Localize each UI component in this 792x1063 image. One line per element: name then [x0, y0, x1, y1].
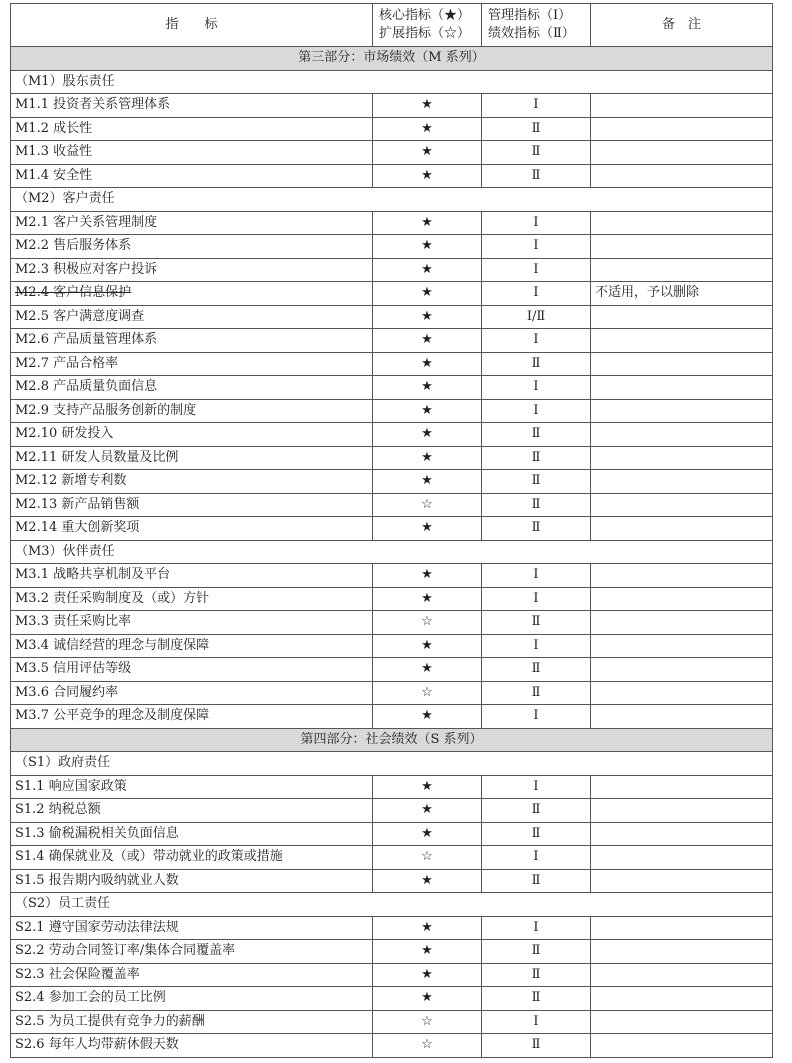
indicator-name-cell [11, 822, 373, 846]
section-title: （M2）客户责任 [11, 188, 773, 212]
core-indicator-mark: ★ [373, 211, 482, 235]
indicator-name-cell [11, 141, 373, 165]
remark-cell [591, 681, 773, 705]
indicator-name-cell [11, 235, 373, 259]
indicator-type: Ⅱ [482, 117, 591, 141]
section-header-row [11, 540, 773, 564]
indicator-type: Ⅱ [482, 446, 591, 470]
core-indicator-mark: ★ [373, 117, 482, 141]
indicator-type: Ⅰ [482, 775, 591, 799]
table-row [11, 282, 773, 306]
core-indicator-mark: ★ [373, 775, 482, 799]
table-row [11, 352, 773, 376]
table-row [11, 799, 773, 823]
table-row [11, 916, 773, 940]
indicator-name-cell [11, 305, 373, 329]
remark-cell [591, 352, 773, 376]
indicator-type: Ⅱ [482, 681, 591, 705]
indicator-name-cell [11, 94, 373, 118]
core-indicator-mark: ★ [373, 352, 482, 376]
indicator-type: Ⅱ [482, 987, 591, 1011]
core-indicator-mark: ★ [373, 987, 482, 1011]
table-row [11, 1010, 773, 1034]
table-row [11, 846, 773, 870]
indicator-name: M2.6 产品质量管理体系 [15, 332, 158, 348]
remark-cell [591, 94, 773, 118]
core-indicator-mark: ★ [373, 940, 482, 964]
part-title: 第三部分：市场绩效（M 系列） [11, 47, 773, 71]
table-row [11, 141, 773, 165]
core-indicator-mark: ★ [373, 141, 482, 165]
table-row [11, 940, 773, 964]
indicator-name: M2.12 新增专利数 [15, 473, 127, 489]
table-row [11, 493, 773, 517]
core-indicator-mark: ★ [373, 564, 482, 588]
indicator-name-cell [11, 517, 373, 541]
table-row [11, 705, 773, 729]
table-row [11, 517, 773, 541]
indicator-name-cell [11, 282, 373, 306]
indicator-name: M2.9 支持产品服务创新的制度 [15, 402, 197, 418]
indicator-type: Ⅱ [482, 493, 591, 517]
indicator-type: Ⅰ [482, 634, 591, 658]
remark-cell [591, 258, 773, 282]
indicator-name: M2.7 产品合格率 [15, 355, 119, 371]
indicator-name: M3.3 责任采购比率 [15, 614, 132, 630]
indicator-type: Ⅱ [482, 352, 591, 376]
indicator-name: S2.4 参加工会的员工比例 [15, 990, 166, 1006]
header-core-line1: 核心指标（★） [379, 8, 471, 23]
core-indicator-mark: ★ [373, 869, 482, 893]
indicator-name: M2.10 研发投入 [15, 426, 114, 442]
table-row [11, 775, 773, 799]
indicator-type: Ⅰ [482, 376, 591, 400]
indicator-name: M1.2 成长性 [15, 120, 93, 136]
core-indicator-mark: ☆ [373, 1034, 482, 1058]
indicator-name-cell [11, 940, 373, 964]
header-indicator: 指 标 [11, 4, 373, 47]
remark-cell [591, 705, 773, 729]
remark-cell [591, 211, 773, 235]
table-header-row [11, 4, 773, 47]
core-indicator-mark: ★ [373, 799, 482, 823]
indicator-type: Ⅰ [482, 846, 591, 870]
table-row [11, 423, 773, 447]
table-row [11, 611, 773, 635]
indicator-type: Ⅱ [482, 611, 591, 635]
table-row [11, 235, 773, 259]
remark-cell [591, 376, 773, 400]
remark-cell [591, 775, 773, 799]
indicator-name-cell [11, 869, 373, 893]
core-indicator-mark: ★ [373, 235, 482, 259]
remark-cell [591, 329, 773, 353]
table-row [11, 987, 773, 1011]
indicator-name: S2.1 遵守国家劳动法律法规 [15, 919, 179, 935]
section-header-row [11, 70, 773, 94]
remark-cell [591, 846, 773, 870]
indicator-name-cell [11, 987, 373, 1011]
indicator-name-cell [11, 799, 373, 823]
indicator-type: Ⅱ [482, 470, 591, 494]
indicator-type: Ⅱ [482, 164, 591, 188]
core-indicator-mark: ★ [373, 164, 482, 188]
indicator-name-cell [11, 211, 373, 235]
indicator-name: M2.2 售后服务体系 [15, 238, 132, 254]
remark-cell [591, 1010, 773, 1034]
indicator-name: M2.3 积极应对客户投诉 [15, 261, 158, 277]
table-row [11, 117, 773, 141]
indicator-name-cell [11, 376, 373, 400]
core-indicator-mark: ★ [373, 94, 482, 118]
indicator-type: Ⅰ [482, 211, 591, 235]
header-remark: 备 注 [591, 4, 773, 47]
indicator-table-page [10, 3, 772, 1058]
table-row [11, 376, 773, 400]
indicator-name-cell [11, 658, 373, 682]
section-header-row [11, 893, 773, 917]
table-row [11, 211, 773, 235]
indicator-table [10, 3, 773, 1058]
remark-cell [591, 470, 773, 494]
indicator-name-cell [11, 587, 373, 611]
remark-cell [591, 517, 773, 541]
indicator-name-cell [11, 775, 373, 799]
remark-cell [591, 916, 773, 940]
remark-cell [591, 799, 773, 823]
header-mgmt-line1: 管理指标（Ⅰ） [488, 8, 572, 23]
section-header-row [11, 188, 773, 212]
section-title: （M3）伙伴责任 [11, 540, 773, 564]
indicator-type: Ⅱ [482, 1034, 591, 1058]
table-row [11, 258, 773, 282]
indicator-name: S1.3 偷税漏税相关负面信息 [15, 825, 179, 841]
indicator-name: S1.2 纳税总额 [15, 802, 101, 818]
remark-cell [591, 564, 773, 588]
remark-cell [591, 141, 773, 165]
indicator-type: Ⅰ [482, 705, 591, 729]
indicator-name: M2.11 研发人员数量及比例 [15, 449, 179, 465]
table-row [11, 963, 773, 987]
indicator-name-cell [11, 916, 373, 940]
indicator-name-cell [11, 611, 373, 635]
indicator-type: Ⅰ [482, 94, 591, 118]
indicator-name: S2.5 为员工提供有竞争力的薪酬 [15, 1013, 205, 1029]
table-row [11, 329, 773, 353]
indicator-name-cell [11, 705, 373, 729]
core-indicator-mark: ★ [373, 658, 482, 682]
indicator-name: S2.3 社会保险覆盖率 [15, 966, 140, 982]
indicator-name-cell [11, 164, 373, 188]
table-row [11, 634, 773, 658]
table-row [11, 94, 773, 118]
core-indicator-mark: ★ [373, 446, 482, 470]
indicator-name-cell [11, 329, 373, 353]
remark-cell [591, 611, 773, 635]
table-row [11, 446, 773, 470]
table-row [11, 305, 773, 329]
indicator-name: S1.4 确保就业及（或）带动就业的政策或措施 [15, 849, 283, 865]
remark-cell [591, 423, 773, 447]
indicator-name-cell [11, 564, 373, 588]
remark-cell [591, 446, 773, 470]
indicator-name: S2.2 劳动合同签订率/集体合同覆盖率 [15, 943, 236, 959]
indicator-type: Ⅰ/Ⅱ [482, 305, 591, 329]
indicator-type: Ⅰ [482, 916, 591, 940]
indicator-name: M2.1 客户关系管理制度 [15, 214, 158, 230]
remark-cell [591, 658, 773, 682]
core-indicator-mark: ☆ [373, 611, 482, 635]
indicator-type: Ⅱ [482, 799, 591, 823]
indicator-type: Ⅱ [482, 141, 591, 165]
table-row [11, 869, 773, 893]
indicator-name: M3.7 公平竞争的理念及制度保障 [15, 708, 210, 724]
indicator-name-cell [11, 399, 373, 423]
header-core-line2: 扩展指标（☆） [379, 26, 471, 41]
core-indicator-mark: ☆ [373, 681, 482, 705]
indicator-name-cell [11, 470, 373, 494]
core-indicator-mark: ★ [373, 282, 482, 306]
part-header-row [11, 47, 773, 71]
indicator-type: Ⅱ [482, 940, 591, 964]
indicator-type: Ⅱ [482, 658, 591, 682]
core-indicator-mark: ★ [373, 470, 482, 494]
section-header-row [11, 752, 773, 776]
indicator-name-cell [11, 963, 373, 987]
table-body [11, 47, 773, 1058]
part-header-row [11, 728, 773, 752]
table-row [11, 164, 773, 188]
core-indicator-mark: ☆ [373, 493, 482, 517]
indicator-type: Ⅰ [482, 399, 591, 423]
indicator-type: Ⅱ [482, 869, 591, 893]
indicator-name: M2.13 新产品销售额 [15, 496, 140, 512]
indicator-name: M2.5 客户满意度调查 [15, 308, 145, 324]
remark-cell [591, 164, 773, 188]
core-indicator-mark: ☆ [373, 1010, 482, 1034]
indicator-name: M1.1 投资者关系管理体系 [15, 97, 171, 113]
indicator-name-cell [11, 258, 373, 282]
remark-cell [591, 235, 773, 259]
core-indicator-mark: ★ [373, 634, 482, 658]
indicator-name: M1.4 安全性 [15, 167, 93, 183]
indicator-name-cell [11, 352, 373, 376]
table-row [11, 1034, 773, 1058]
core-indicator-mark: ★ [373, 822, 482, 846]
table-row [11, 587, 773, 611]
remark-cell [591, 493, 773, 517]
indicator-name: M3.2 责任采购制度及（或）方针 [15, 590, 210, 606]
indicator-type: Ⅰ [482, 1010, 591, 1034]
section-title: （S1）政府责任 [11, 752, 773, 776]
section-title: （S2）员工责任 [11, 893, 773, 917]
remark-cell [591, 587, 773, 611]
remark-cell [591, 1034, 773, 1058]
table-row [11, 470, 773, 494]
indicator-type: Ⅱ [482, 517, 591, 541]
indicator-type: Ⅱ [482, 423, 591, 447]
remark-cell: 不适用，予以删除 [591, 282, 773, 306]
indicator-name-cell [11, 681, 373, 705]
remark-cell [591, 634, 773, 658]
core-indicator-mark: ★ [373, 399, 482, 423]
indicator-name-cell [11, 446, 373, 470]
indicator-name: M3.1 战略共享机制及平台 [15, 567, 171, 583]
indicator-name: M2.8 产品质量负面信息 [15, 379, 158, 395]
indicator-type: Ⅰ [482, 587, 591, 611]
table-row [11, 681, 773, 705]
section-title: （M1）股东责任 [11, 70, 773, 94]
core-indicator-mark: ★ [373, 963, 482, 987]
remark-cell [591, 940, 773, 964]
core-indicator-mark: ★ [373, 705, 482, 729]
indicator-name: M3.4 诚信经营的理念与制度保障 [15, 637, 210, 653]
remark-cell [591, 822, 773, 846]
indicator-name-cell [11, 1010, 373, 1034]
header-management-performance [482, 4, 591, 47]
indicator-name: M3.5 信用评估等级 [15, 661, 132, 677]
indicator-name: M1.3 收益性 [15, 144, 93, 160]
core-indicator-mark: ☆ [373, 846, 482, 870]
indicator-type: Ⅱ [482, 822, 591, 846]
indicator-name: S2.6 每年人均带薪休假天数 [15, 1037, 179, 1053]
indicator-name-cell [11, 117, 373, 141]
table-row [11, 658, 773, 682]
indicator-type: Ⅰ [482, 258, 591, 282]
indicator-name: S1.5 报告期内吸纳就业人数 [15, 872, 179, 888]
indicator-name: M2.4 客户信息保护 [15, 285, 132, 301]
remark-cell [591, 117, 773, 141]
header-core-extended [373, 4, 482, 47]
core-indicator-mark: ★ [373, 329, 482, 353]
remark-cell [591, 869, 773, 893]
remark-cell [591, 399, 773, 423]
indicator-type: Ⅱ [482, 963, 591, 987]
core-indicator-mark: ★ [373, 376, 482, 400]
table-row [11, 564, 773, 588]
indicator-type: Ⅰ [482, 564, 591, 588]
core-indicator-mark: ★ [373, 258, 482, 282]
indicator-name-cell [11, 846, 373, 870]
core-indicator-mark: ★ [373, 517, 482, 541]
indicator-name: S1.1 响应国家政策 [15, 778, 127, 794]
indicator-type: Ⅰ [482, 282, 591, 306]
core-indicator-mark: ★ [373, 423, 482, 447]
remark-cell [591, 987, 773, 1011]
table-row [11, 399, 773, 423]
part-title: 第四部分：社会绩效（S 系列） [11, 728, 773, 752]
indicator-name: M2.14 重大创新奖项 [15, 520, 140, 536]
indicator-name-cell [11, 423, 373, 447]
indicator-type: Ⅰ [482, 235, 591, 259]
indicator-name-cell [11, 634, 373, 658]
core-indicator-mark: ★ [373, 916, 482, 940]
remark-cell [591, 305, 773, 329]
indicator-name-cell [11, 493, 373, 517]
header-mgmt-line2: 绩效指标（Ⅱ） [488, 26, 575, 41]
table-row [11, 822, 773, 846]
indicator-name-cell [11, 1034, 373, 1058]
core-indicator-mark: ★ [373, 305, 482, 329]
indicator-name: M3.6 合同履约率 [15, 684, 119, 700]
indicator-type: Ⅰ [482, 329, 591, 353]
core-indicator-mark: ★ [373, 587, 482, 611]
remark-cell [591, 963, 773, 987]
